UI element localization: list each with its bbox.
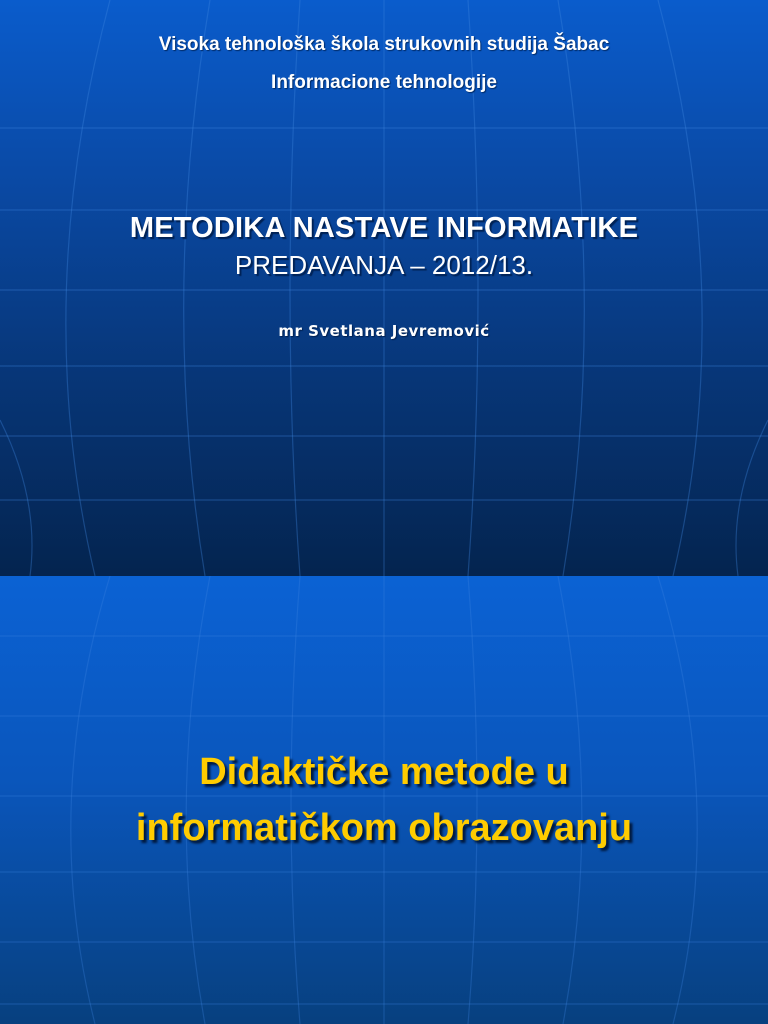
course-title: METODIKA NASTAVE INFORMATIKE: [129, 212, 639, 244]
author-name: mr Svetlana Jevremović: [278, 322, 490, 340]
school-name: Visoka tehnološka škola strukovnih studija Šabac: [158, 34, 610, 55]
lectures-label: PREDAVANJA – 2012/13.: [234, 250, 534, 280]
topic-title-line-1: Didaktičke metode u: [199, 751, 569, 793]
topic-title: [0, 744, 768, 856]
topic-title-line-2: informatičkom obrazovanju: [135, 807, 633, 849]
department-name: Informacione tehnologije: [271, 72, 497, 93]
slide-topic: [0, 576, 768, 1024]
